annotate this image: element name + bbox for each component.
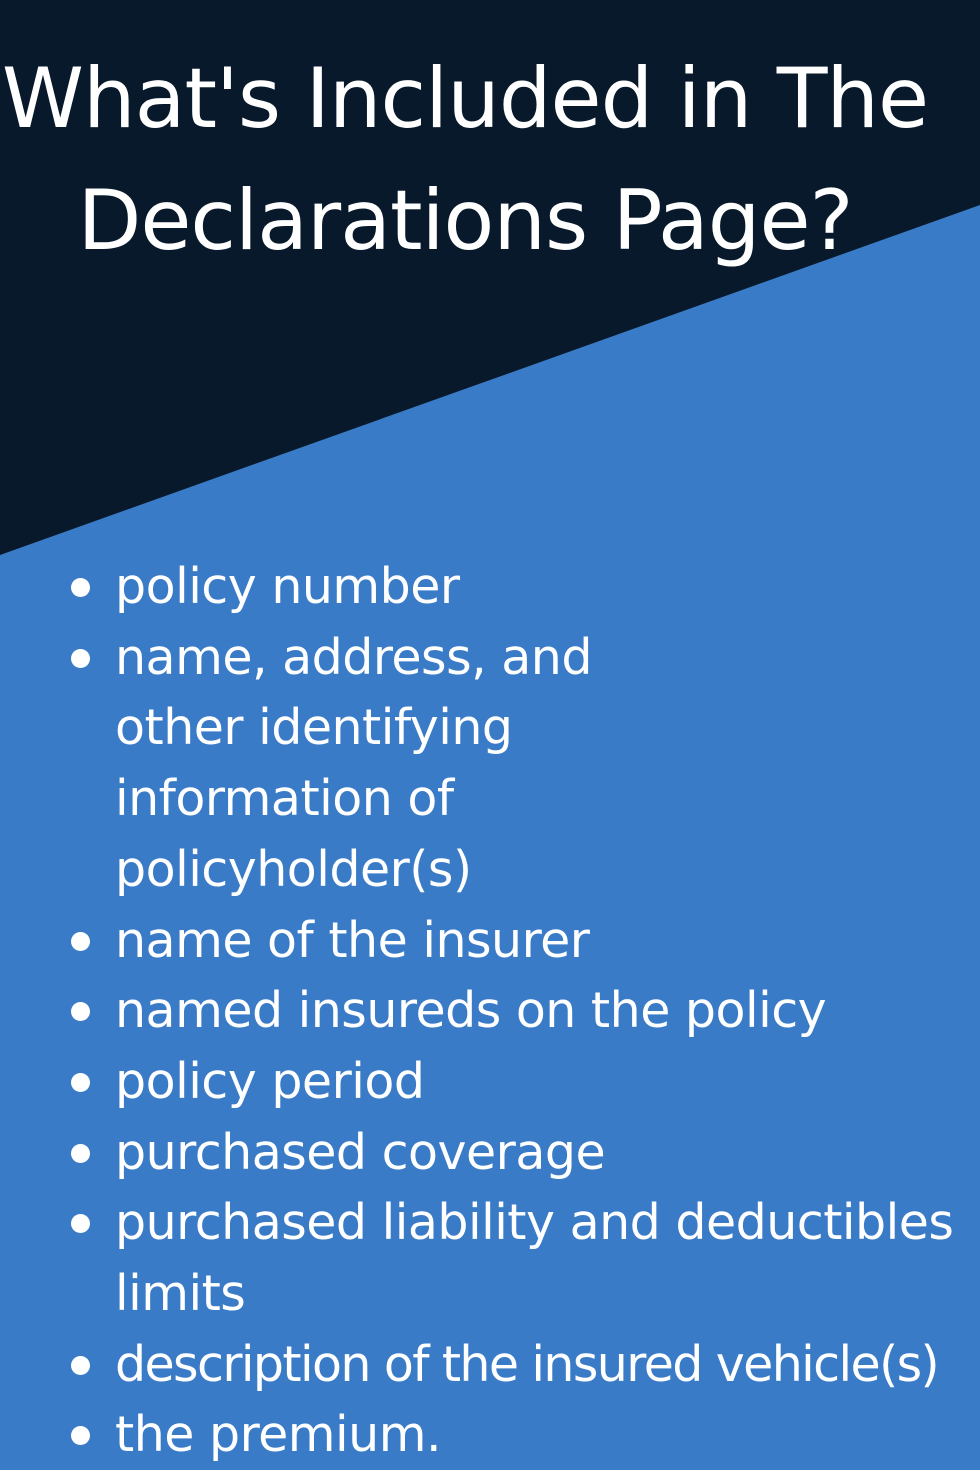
list-item xyxy=(0,1188,980,1329)
list-item xyxy=(0,976,980,1047)
list-item xyxy=(0,906,980,977)
bullet-icon xyxy=(71,578,90,597)
bullet-icon xyxy=(71,1073,90,1092)
declarations-list xyxy=(0,552,980,1470)
list-item xyxy=(0,1400,980,1470)
bullet-icon xyxy=(71,1356,90,1375)
bullet-icon xyxy=(71,649,90,668)
list-item xyxy=(0,623,980,906)
list-item-text: purchased coverage xyxy=(115,1123,606,1181)
bullet-icon xyxy=(71,1214,90,1233)
bullet-icon xyxy=(71,932,90,951)
list-item xyxy=(0,552,980,623)
list-item xyxy=(0,1118,980,1189)
list-item-text: the premium. xyxy=(115,1406,442,1464)
bullet-icon xyxy=(71,1144,90,1163)
list-item-text: policy period xyxy=(115,1052,425,1110)
list-item-text: policy number xyxy=(115,558,460,615)
page-title: What's Included in The Declarations Page? xyxy=(1,50,929,269)
list-item xyxy=(0,1047,980,1118)
bullet-icon xyxy=(71,1002,90,1021)
list-item xyxy=(0,1330,980,1401)
list-item-text: name, address, and other identifying information of policyholder(s) xyxy=(115,628,592,898)
list-item-text: name of the insurer xyxy=(115,911,590,969)
list-item-text: named insureds on the policy xyxy=(115,982,827,1040)
list-item-text: description of the insured vehicle(s) xyxy=(115,1335,939,1393)
bullet-icon xyxy=(71,1426,90,1445)
list-item-text: purchased liability and deductibles limits xyxy=(115,1194,954,1323)
